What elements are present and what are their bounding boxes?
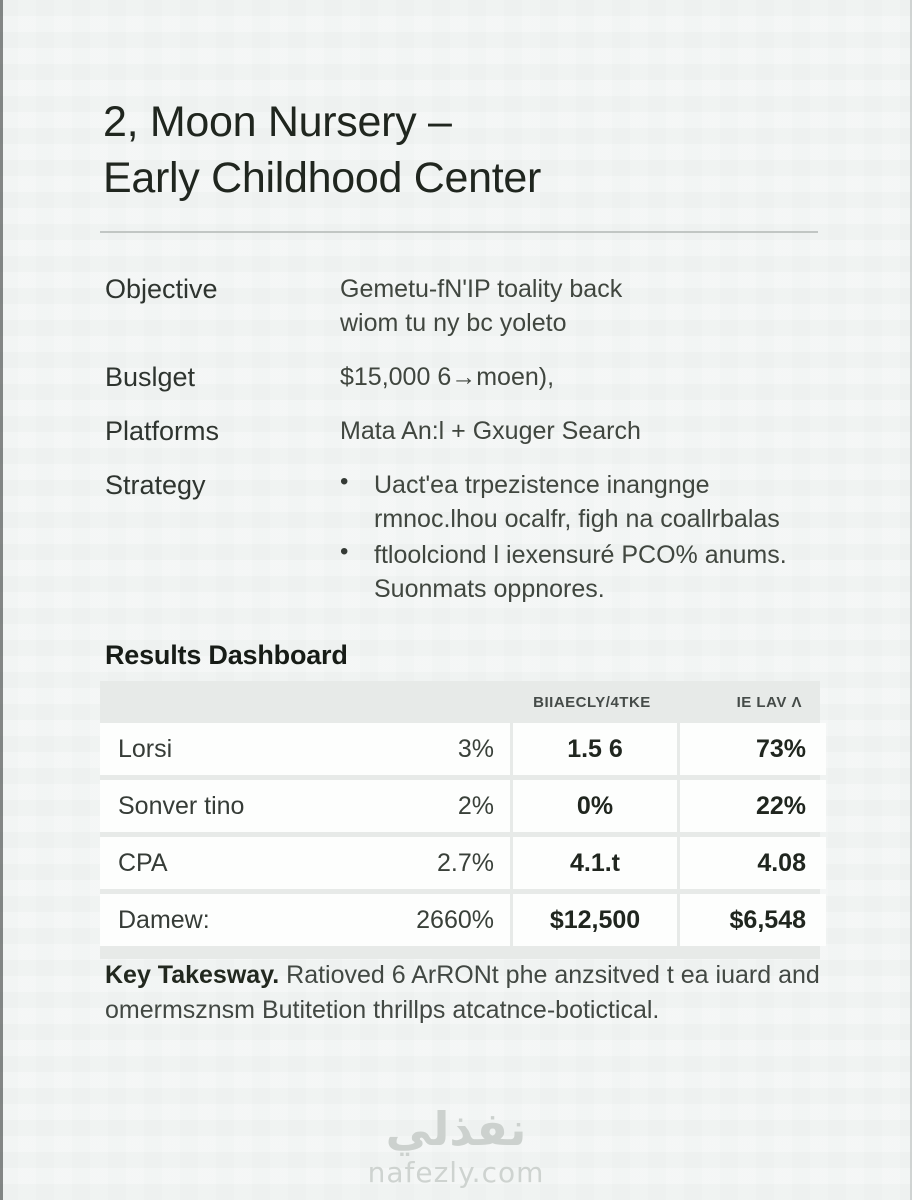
metric-value-1: 2660% <box>416 905 494 934</box>
metric-cell <box>100 780 510 832</box>
key-takeaway-label: Key Takesway. <box>105 961 280 989</box>
metric-value-3: 22% <box>755 791 806 820</box>
metric-value-3: $6,548 <box>729 905 806 934</box>
page-title-line1: 2, Moon Nursery – <box>103 98 452 146</box>
metric-label: Sonver tino <box>118 791 245 820</box>
table-row <box>100 780 820 832</box>
value-cell-mid <box>513 723 677 775</box>
value-cell-right <box>680 894 826 946</box>
results-dashboard-section <box>100 640 820 959</box>
budget-label: Buslget <box>105 362 196 392</box>
bullet-icon: • <box>340 538 349 565</box>
budget-value: $15,000 6→moen), <box>340 363 555 391</box>
value-cell-right <box>680 780 826 832</box>
value-cell-mid <box>513 780 677 832</box>
metric-label: Damew: <box>118 905 210 934</box>
table-row <box>100 723 820 775</box>
page-left-edge <box>0 0 3 1200</box>
value-cell-mid <box>513 837 677 889</box>
meta-section <box>105 272 820 608</box>
value-cell-right <box>680 723 826 775</box>
metric-value-3: 4.08 <box>757 848 806 877</box>
title-divider <box>100 231 818 233</box>
value-cell-right <box>680 837 826 889</box>
metric-value-2: 0% <box>576 791 614 820</box>
platforms-value: Mata An:l + Gxuger Search <box>340 417 641 445</box>
objective-value-line2: wiom tu ny bc yoleto <box>340 309 567 337</box>
strategy-bullet-2-text: ftloolciond l iexensuré PCO% anums. Suonmats oppnores. <box>374 541 787 603</box>
value-cell-mid <box>513 894 677 946</box>
table-row <box>100 894 820 946</box>
results-table-header-row <box>100 681 820 723</box>
metric-value-1: 2% <box>457 791 494 820</box>
page-title <box>103 94 823 206</box>
metric-cell <box>100 837 510 889</box>
metric-value-2: 4.1.t <box>569 848 621 877</box>
metric-value-2: 1.5 6 <box>567 734 623 763</box>
objective-value-line1: Gemetu-fN'IP toality back <box>340 275 623 303</box>
watermark-domain: nafezly.com <box>367 1156 545 1189</box>
column-header-mid: BIIAECLY/4TKE <box>533 693 651 711</box>
results-table <box>100 681 820 959</box>
metric-label: Lorsi <box>118 734 173 763</box>
metric-value-3: 73% <box>755 734 806 763</box>
bullet-icon: • <box>340 468 349 495</box>
watermark <box>0 1104 912 1189</box>
strategy-bullet-2 <box>340 538 820 606</box>
strategy-bullet-1 <box>340 468 820 536</box>
metric-label: CPA <box>118 848 168 877</box>
objective-value <box>340 272 820 340</box>
key-takeaway <box>105 958 821 1028</box>
metric-value-2: $12,500 <box>549 905 641 934</box>
objective-label: Objective <box>105 274 218 304</box>
column-header-right: IE LAV Λ <box>736 693 802 711</box>
metric-value-1: 2.7% <box>437 848 494 877</box>
page-title-line2: Early Childhood Center <box>103 154 541 202</box>
platforms-label: Platforms <box>105 416 220 446</box>
key-takeaway-text: Ratioved 6 ArRONt phe anzsitved t ea iuard and omermsznsm Butitetion thrillps atcatnce-botictical. <box>105 961 820 1024</box>
strategy-bullet-1-text: Uact'ea trpezistence inangnge rmnoc.lhou ocalfr, figh na coallrbalas <box>374 471 780 533</box>
table-row <box>100 837 820 889</box>
watermark-arabic-logo: نفذلي <box>385 1102 527 1156</box>
results-dashboard-heading: Results Dashboard <box>105 640 348 670</box>
strategy-label: Strategy <box>105 470 206 500</box>
metric-cell <box>100 894 510 946</box>
metric-value-1: 3% <box>457 734 494 763</box>
strategy-bullet-list <box>340 468 820 608</box>
metric-cell <box>100 723 510 775</box>
